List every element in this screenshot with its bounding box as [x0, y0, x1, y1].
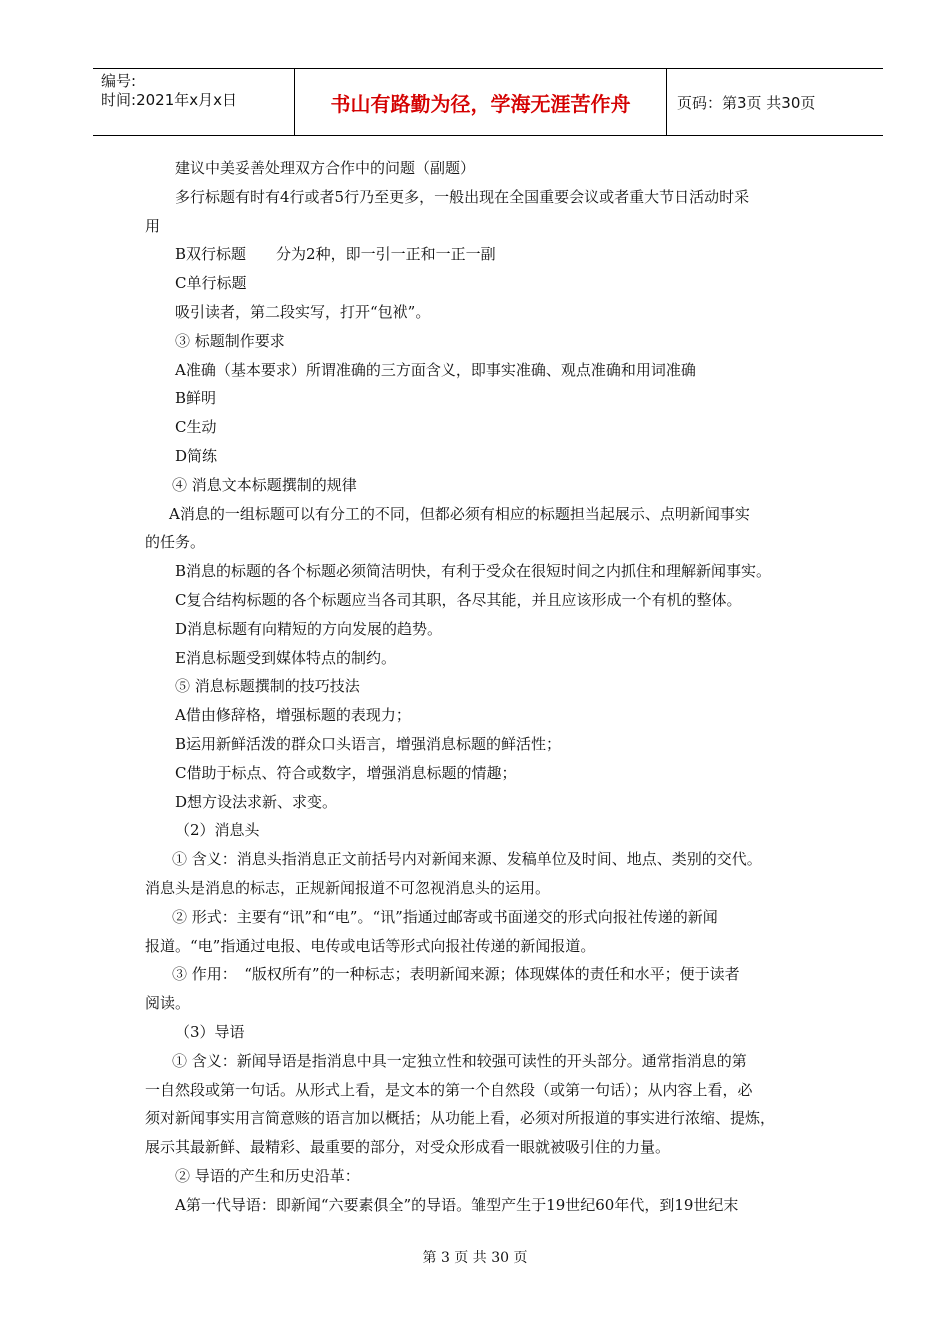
text-line: （2）消息头 — [175, 821, 260, 840]
text-line: 须对新闻事实用言简意赅的语言加以概括；从功能上看，必须对所报道的事实进行浓缩、提炼， — [145, 1109, 776, 1128]
header-motto: 书山有路勤为径，学海无涯苦作舟 — [295, 69, 667, 135]
text-line: D想方设法求新、求变。 — [175, 792, 338, 811]
text-line: ① 含义：消息头指消息正文前括号内对新闻来源、发稿单位及时间、地点、类别的交代。 — [172, 850, 762, 869]
text-line: ② 形式：主要有“讯”和“电”。“讯”指通过邮寄或书面递交的形式向报社传递的新闻 — [172, 907, 718, 926]
text-line: C单行标题 — [175, 274, 247, 293]
text-line: （3）导语 — [175, 1022, 245, 1041]
text-line: ① 含义：新闻导语是指消息中具一定独立性和较强可读性的开头部分。通常指消息的第 — [172, 1051, 747, 1070]
text-line: A准确（基本要求）所谓准确的三方面含义，即事实准确、观点准确和用词准确 — [175, 360, 696, 379]
text-line: ③ 作用： “版权所有”的一种标志；表明新闻来源；体现媒体的责任和水平；便于读者 — [172, 965, 740, 984]
text-line: A第一代导语：即新闻“六要素俱全”的导语。雏型产生于19世纪60年代，到19世纪末 — [175, 1195, 739, 1214]
text-line: B消息的标题的各个标题必须简洁明快，有利于受众在很短时间之内抓住和理解新闻事实。 — [175, 562, 772, 581]
text-line: 吸引读者，第二段实写，打开“包袱”。 — [175, 302, 431, 321]
text-line: B运用新鲜活泼的群众口头语言，增强消息标题的鲜活性； — [175, 734, 562, 753]
number-label: 编号: — [101, 72, 137, 90]
text-line: 用 — [145, 216, 161, 235]
text-line: 消息头是消息的标志，正规新闻报道不可忽视消息头的运用。 — [145, 878, 551, 897]
text-line: C复合结构标题的各个标题应当各司其职，各尽其能，并且应该形成一个有机的整体。 — [175, 590, 742, 609]
page-header — [93, 68, 883, 136]
text-line: 阅读。 — [145, 994, 191, 1013]
time-label: 时间: — [101, 91, 137, 109]
header-page-info: 页码：第3页 共30页 — [677, 93, 816, 112]
text-line: ⑤ 消息标题撰制的技巧技法 — [175, 677, 360, 696]
text-line: D简练 — [175, 446, 218, 465]
text-line: 一自然段或第一句话。从形式上看，是文本的第一个自然段（或第一句话）；从内容上看，必 — [145, 1080, 753, 1099]
page-footer: 第 3 页 共 30 页 — [422, 1250, 528, 1266]
text-line: C借助于标点、符合或数字，增强消息标题的情趣； — [175, 763, 517, 782]
text-line: 建议中美妥善处理双方合作中的问题（副题） — [175, 159, 476, 177]
text-line: A消息的一组标题可以有分工的不同，但都必须有相应的标题担当起展示、点明新闻事实 — [169, 504, 750, 523]
text-line: B双行标题 分为2种，即一引一正和一正一副 — [175, 245, 496, 264]
text-line: 多行标题有时有4行或者5行乃至更多，一般出现在全国重要会议或者重大节日活动时采 — [175, 187, 750, 206]
text-line: ② 导语的产生和历史沿革： — [175, 1166, 360, 1185]
document-body — [145, 154, 845, 1219]
time-value: 2021年x月x日 — [136, 91, 237, 109]
text-line: 的任务。 — [145, 533, 206, 552]
text-line: E消息标题受到媒体特点的制约。 — [175, 648, 396, 667]
text-line: C生动 — [175, 418, 217, 437]
header-meta — [93, 69, 295, 135]
text-line: ③ 标题制作要求 — [175, 331, 285, 350]
text-line: B鲜明 — [175, 389, 217, 408]
text-line: ④ 消息文本标题撰制的规律 — [172, 475, 357, 494]
text-line: 展示其最新鲜、最精彩、最重要的部分，对受众形成看一眼就被吸引住的力量。 — [145, 1138, 671, 1157]
text-line: 报道。“电”指通过电报、电传或电话等形式向报社传递的新闻报道。 — [145, 936, 596, 955]
time-row — [101, 91, 294, 110]
text-line: A借由修辞格，增强标题的表现力； — [175, 706, 411, 725]
text-line: D消息标题有向精短的方向发展的趋势。 — [175, 619, 443, 638]
